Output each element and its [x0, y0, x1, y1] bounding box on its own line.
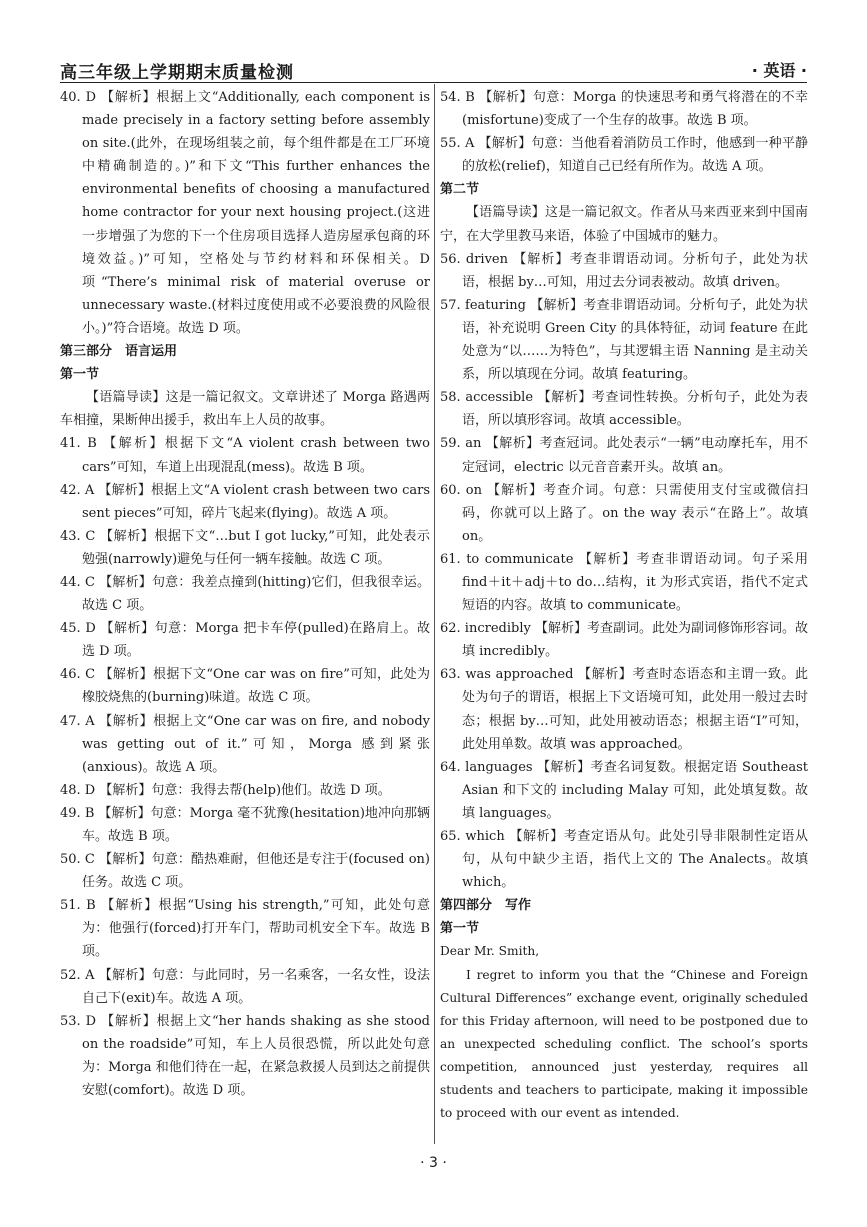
answer-item: 62. incredibly 【解析】考查副词。此处为副词修饰形容词。故填 incredibly。	[440, 621, 808, 660]
answer-item: 50. C 【解析】句意：酷热难耐，但他还是专注于(focused on)任务。故选 C 项。	[60, 852, 430, 891]
section-heading: 第四部分 写作	[440, 898, 532, 914]
header-divider	[60, 82, 807, 83]
page-number: · 3 ·	[420, 1155, 447, 1171]
answer-item: 49. B 【解析】句意：Morga 毫不犹豫(hesitation)地冲向那辆车。故选 B 项。	[60, 805, 430, 844]
right-column	[440, 86, 808, 1125]
subject-label: · 英语 ·	[751, 61, 807, 80]
column-divider	[434, 84, 435, 1144]
answer-item: 40. D 【解析】根据上文“Additionally, each component is made precisely in a factory setting before assembly on site.(此外，在现场组装之前，每个组件都是在工厂环境中精确制造的。)”和下文“This further enhances the environmental benefits of choosing a manufactured home contractor for your next housing project.(这进一步增强了为您的下一个住房项目选择人造房屋承包商的环境效益。)”可知，空格处与节约材料和环保相关。D 项“There’s minimal risk of material overuse or unnecessary waste.(材料过度使用或不必要浪费的风险很小。)”符合语境。故选 D 项。	[60, 90, 430, 336]
answer-item: 61. to communicate 【解析】考查非谓语动词。句子采用 find＋it＋adj＋to do…结构，it 为形式宾语，指代不定式短语的内容。故填 to communicate。	[440, 551, 808, 614]
answer-item: 63. was approached 【解析】考查时态语态和主谓一致。此处为句子的谓语，根据上下文语境可知，此处用一般过去时态；根据 by…可知，此处用被动语态；根据主语“I”可知，此处用单数。故填 was approached。	[440, 667, 808, 752]
answer-item: 64. languages 【解析】考查名词复数。根据定语 Southeast Asian 和下文的 including Malay 可知，此处填复数。故填 languages。	[440, 759, 808, 821]
answer-item: 45. D 【解析】句意：Morga 把卡车停(pulled)在路肩上。故选 D 项。	[60, 621, 430, 660]
answer-item: 56. driven 【解析】考查非谓语动词。分析句子，此处为状语，根据 by…可知，用过去分词表被动。故填 driven。	[440, 251, 808, 290]
letter-salutation: Dear Mr. Smith,	[440, 944, 540, 959]
answer-item: 58. accessible 【解析】考查词性转换。分析句子，此处为表语，所以填形容词。故填 accessible。	[440, 390, 808, 429]
answer-item: 41. B 【解析】根据下文“A violent crash between two cars”可知，车道上出现混乱(mess)。故选 B 项。	[60, 436, 430, 475]
answer-item: 55. A 【解析】句意：当他看着消防员工作时，他感到一种平静的放松(relief)，知道自己已经有所作为。故选 A 项。	[440, 136, 808, 175]
subsection-heading: 第二节	[440, 182, 480, 198]
answer-item: 54. B 【解析】句意：Morga 的快速思考和勇气将潜在的不幸(misfortune)变成了一个生存的故事。故选 B 项。	[440, 90, 808, 129]
answer-item: 47. A 【解析】根据上文“One car was on fire, and nobody was getting out of it.”可知，Morga 感到紧张(anxious)。故选 A 项。	[60, 713, 430, 775]
subsection-heading: 第一节	[440, 921, 480, 937]
answer-item: 42. A 【解析】根据上文“A violent crash between two cars sent pieces”可知，碎片飞起来(flying)。故选 A 项。	[60, 482, 430, 521]
passage-intro: 【语篇导读】这是一篇记叙文。文章讲述了 Morga 路遇两车相撞，果断伸出援手，救出车上人员的故事。	[60, 390, 430, 429]
exam-title: 高三年级上学期期末质量检测	[60, 63, 294, 83]
answer-item: 46. C 【解析】根据下文“One car was on fire”可知，此处为橡胶烧焦的(burning)味道。故选 C 项。	[60, 667, 430, 706]
section-heading: 第三部分 语言运用	[60, 344, 178, 360]
answer-item: 51. B 【解析】根据“Using his strength,”可知，此处句意为：他强行(forced)打开车门，帮助司机安全下车。故选 B 项。	[60, 898, 430, 960]
answer-item: 65. which 【解析】考查定语从句。此处引导非限制性定语从句，从句中缺少主语，指代上文的 The Analects。故填 which。	[440, 829, 808, 891]
left-column	[60, 86, 430, 1102]
answer-item: 57. featuring 【解析】考查非谓语动词。分析句子，此处为状语，补充说明 Green City 的具体特征，动词 feature 在此处意为“以……为特色”，与其逻辑主语 Nanning 是主动关系，所以填现在分词。故填 featuring。	[440, 297, 808, 383]
page-header	[60, 58, 807, 83]
answer-item: 48. D 【解析】句意：我得去帮(help)他们。故选 D 项。	[60, 782, 391, 798]
subsection-heading: 第一节	[60, 367, 100, 383]
answer-item: 59. an 【解析】考查冠词。此处表示“一辆”电动摩托车，用不定冠词，electric 以元音音素开头。故填 an。	[440, 436, 808, 475]
answer-item: 44. C 【解析】句意：我差点撞到(hitting)它们，但我很幸运。故选 C 项。	[60, 574, 430, 614]
answer-item: 60. on 【解析】考查介词。句意：只需使用支付宝或微信扫码，你就可以上路了。on the way 表示“在路上”。故填 on。	[440, 482, 808, 544]
answer-item: 53. D 【解析】根据上文“her hands shaking as she stood on the roadside”可知，车上人员很恐慌，所以此处句意为：Morga 和他们待在一起，在紧急救援人员到达之前提供安慰(comfort)。故选 D 项。	[60, 1013, 430, 1099]
letter-body: I regret to inform you that the “Chinese and Foreign Cultural Differences” exchange event, originally scheduled for this Friday afternoon, will need to be postponed due to an unexpected scheduling conflict. The school’s sports competition, announced just yesterday, requires all students and teachers to participate, making it impossible to proceed with our event as intended.	[440, 967, 808, 1121]
passage-intro: 【语篇导读】这是一篇记叙文。作者从马来西亚来到中国南宁，在大学里教马来语，体验了中国城市的魅力。	[440, 205, 808, 244]
answer-item: 43. C 【解析】根据下文“…but I got lucky,”可知，此处表示勉强(narrowly)避免与任何一辆车接触。故选 C 项。	[60, 528, 430, 567]
answer-item: 52. A 【解析】句意：与此同时，另一名乘客，一名女性，设法自己下(exit)车。故选 A 项。	[60, 967, 430, 1006]
